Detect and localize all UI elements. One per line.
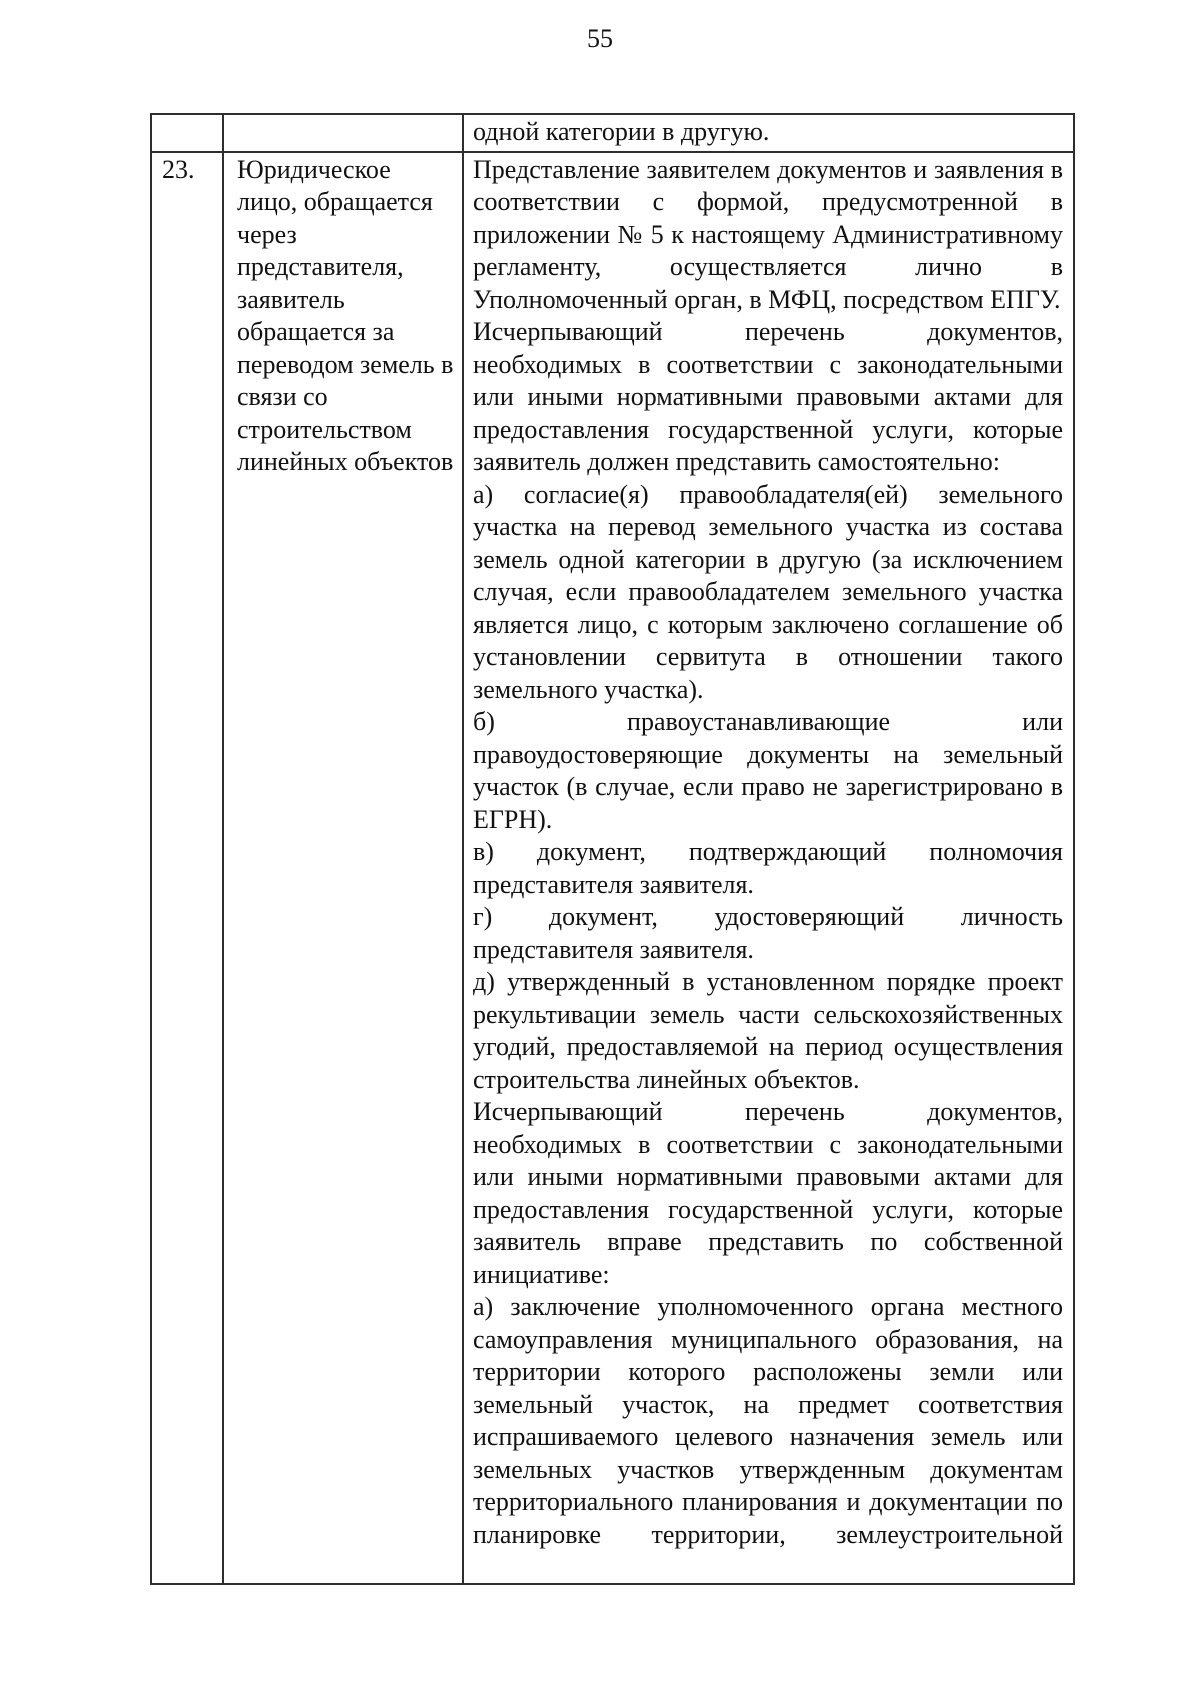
- carryover-text: одной категории в другую.: [473, 117, 770, 146]
- carryover-text-cell: [463, 114, 1074, 152]
- requirements-paragraph: г) документ, удостоверяющий личность представителя заявителя.: [473, 902, 1063, 964]
- requirements-paragraph: а) заключение уполномоченного органа местного самоуправления муниципального образования, на территории которого расположены земли или земельный участок, на предмет соответствия испрашиваемого целевого назначения земель или земельных участков утвержденным документам территориального планирования и документации по планировке территории, землеустроительной: [473, 1292, 1063, 1549]
- carryover-number-cell: [151, 114, 223, 152]
- requirements-paragraph: б) правоустанавливающие или правоудостоверяющие документы на земельный участок (в случае, если право не зарегистрировано в ЕГРН).: [473, 707, 1063, 834]
- requirements-paragraph: д) утвержденный в установленном порядке проект рекультивации земель части сельскохозяйственных угодий, предоставляемой на период осуществления строительства линейных объектов.: [473, 967, 1063, 1094]
- table-row-23: [151, 152, 1074, 1584]
- requirements-paragraph: а) согласие(я) правообладателя(ей) земельного участка на перевод земельного участка из состава земель одной категории в другую (за исключением случая, если правообладателем земельного участка является лицо, с которым заключено соглашение об установлении сервитута в отношении такого земельного участка).: [473, 479, 1063, 704]
- requirements-paragraph: Исчерпывающий перечень документов, необходимых в соответствии с законодательными или иными нормативными правовыми актами для предоставления государственной услуги, которые заявитель должен представить самостоятельно:: [473, 317, 1063, 476]
- page-number: 55: [587, 24, 613, 53]
- requirements-paragraph: Представление заявителем документов и заявления в соответствии с формой, предусмотренной в приложении № 5 к настоящему Административному регламенту, осуществляется лично в Уполномоченный орган, в МФЦ, посредством ЕПГУ.: [473, 154, 1063, 314]
- carryover-applicant-cell: [223, 114, 463, 152]
- requirements-content-cell: [463, 152, 1074, 1584]
- requirements-paragraph: Исчерпывающий перечень документов, необходимых в соответствии с законодательными или иными нормативными правовыми актами для предоставления государственной услуги, которые заявитель вправе представить по собственной инициативе:: [473, 1097, 1063, 1289]
- row-number-cell: 23.: [151, 152, 223, 1584]
- applicant-category-cell: Юридическое лицо, обращается через представителя, заявитель обращается за переводом земель в связи со строительством линейных объектов: [223, 152, 463, 1584]
- document-table: [150, 113, 1075, 1585]
- requirements-paragraph: в) документ, подтверждающий полномочия представителя заявителя.: [473, 837, 1063, 899]
- table-row-carryover: [151, 114, 1074, 152]
